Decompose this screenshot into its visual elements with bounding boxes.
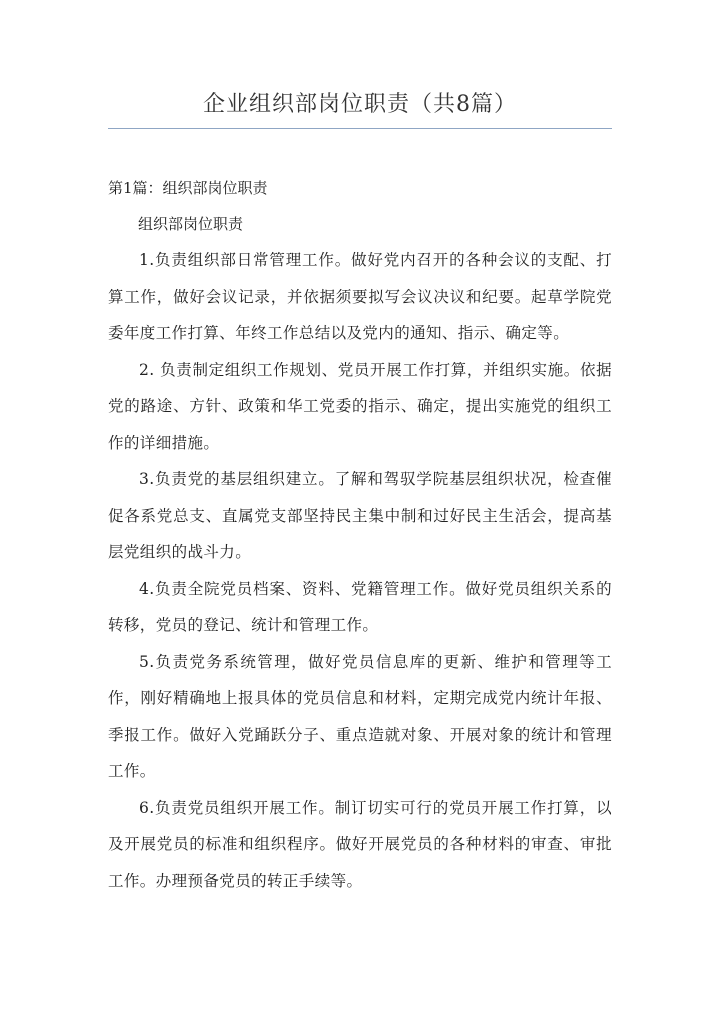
paragraph-3: 3.负责党的基层组织建立。了解和驾驭学院基层组织状况，检查催促各系党总支、直属党支部坚持民主集中制和过好民主生活会，提高基层党组织的战斗力。 — [108, 470, 612, 561]
paragraph-2: 2. 负责制定组织工作规划、党员开展工作打算，并组织实施。依据党的路途、方针、政策和华工党委的指示、确定，提出实施党的组织工作的详细措施。 — [108, 360, 612, 452]
paragraph-6: 6.负责党员组织开展工作。制订切实可行的党员开展工作打算，以及开展党员的标准和组织程序。做好开展党员的各种材料的审查、审批工作。办理预备党员的转正手续等。 — [108, 798, 612, 890]
section-heading: 第1篇：组织部岗位职责 — [108, 179, 268, 197]
sub-heading: 组织部岗位职责 — [138, 215, 244, 233]
paragraph-5: 5.负责党务系统管理，做好党员信息库的更新、维护和管理等工作，刚好精确地上报具体的党员信息和材料，定期完成党内统计年报、季报工作。做好入党踊跃分子、重点造就对象、开展对象的统计和管理工作。 — [108, 652, 612, 780]
paragraph-1: 1.负责组织部日常管理工作。做好党内召开的各种会议的支配、打算工作，做好会议记录，并依据须要拟写会议决议和纪要。起草学院党委年度工作打算、年终工作总结以及党内的通知、指示、确定等。 — [108, 251, 612, 342]
document-body — [108, 170, 612, 899]
document-title: 企业组织部岗位职责（共8篇） — [203, 92, 517, 117]
title-divider — [108, 128, 612, 129]
paragraph-4: 4.负责全院党员档案、资料、党籍管理工作。做好党员组织关系的转移，党员的登记、统计和管理工作。 — [108, 579, 612, 634]
